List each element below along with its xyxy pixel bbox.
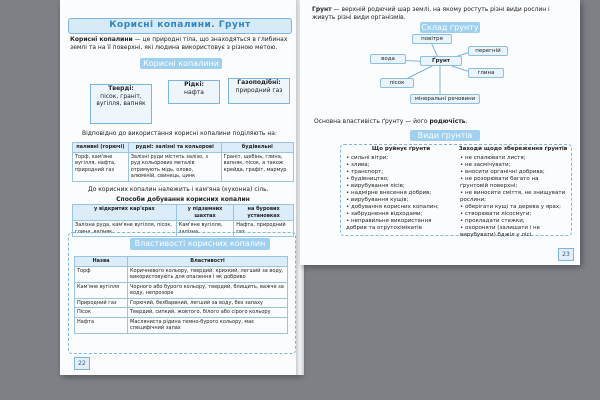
list-item: • надмірне внесення добрив;	[346, 190, 432, 196]
property-word: родючість	[429, 118, 466, 125]
mining-title: Способи добування корисних копалин	[116, 196, 250, 203]
type-box-gas	[228, 78, 290, 104]
list-item: • сильні вітри;	[346, 155, 389, 161]
type-box-liquid	[168, 80, 220, 104]
props-header: Назва	[75, 257, 128, 267]
section-ribbon-composition: Склад ґрунту	[421, 23, 479, 32]
protection-list	[460, 155, 568, 239]
mining-header: у відкритих кар'єрах	[73, 205, 177, 221]
mining-cell: Нафта, природний газ	[234, 221, 294, 237]
list-item: • злива;	[346, 162, 370, 168]
usage-table	[72, 142, 294, 182]
section-ribbon-types: Корисні копалини	[140, 58, 222, 69]
table-row	[75, 266, 288, 282]
props-header: Властивості	[128, 257, 288, 267]
definition-term: Грунт	[312, 6, 332, 13]
soil-property-line: Основна властивість ґрунту — його родючість.	[314, 118, 468, 125]
node-humus: перегній	[468, 46, 508, 56]
props-text: Коричневого кольору, твердий, крихкий, легший за воду, використовують для опалення і як добриво	[128, 266, 288, 282]
props-text: Твердий, сипкий, жовтого, білого або сірого кольору	[128, 308, 288, 318]
type-box-solid	[90, 84, 152, 124]
props-name: Пісок	[75, 308, 128, 318]
mineral-line: До корисних копалин належить і кам'яна (кухонна) сіль.	[88, 186, 269, 193]
list-item: • не спалювати листя;	[460, 155, 526, 161]
list-item: • оберігати кущі та дерева у ярах;	[460, 204, 562, 210]
type-title: Тверді:	[108, 85, 134, 92]
left-page	[60, 0, 300, 375]
section-ribbon-properties: Властивості корисних копалин	[130, 238, 270, 250]
mining-cell: Залізна руда, кам'яне вугілля, пісок, глина, вапняк	[73, 221, 177, 237]
list-item: • охороняти (залишати і не вирубувати) бджіл у лісі	[460, 225, 540, 238]
usage-cell: Залізні руди містять залізо, з руд кольорових металів отримують мідь, олово, алюміній, свинець, цинк	[128, 152, 221, 181]
col-right-title: Заходи щодо збереження ґрунтів	[458, 146, 568, 152]
props-text: Чорного або бурого кольору, твердий, блищить, важче за воду, непрозоре	[128, 282, 288, 298]
usage-line: Відповідно до використання корисні копалини поділяють на:	[82, 130, 277, 137]
usage-header: паливні (горючі)	[73, 143, 129, 153]
page-number: 23	[558, 248, 574, 261]
soil-center-node: Ґрунт	[420, 56, 462, 66]
mining-header: на бурових установках	[234, 205, 294, 221]
list-item: • вносити органічні добрива;	[460, 169, 545, 175]
col-left-title: Що руйнує ґрунти	[371, 146, 431, 152]
page-number: 22	[74, 357, 90, 370]
list-item: • вирубування лісів;	[346, 183, 405, 189]
list-item: • забруднення відходами;	[346, 211, 423, 217]
definition-text: — це природні тіла, що знаходяться в глибинах землі та на її поверхні, які людина використовує з різною метою.	[70, 36, 288, 51]
damage-list	[346, 155, 454, 232]
list-item: • будівництво;	[346, 176, 389, 182]
section-ribbon-kinds: Види ґрунтів	[410, 130, 480, 141]
node-clay: глина	[468, 68, 504, 78]
node-sand: пісок	[380, 78, 414, 88]
list-item: • вирубування кущів;	[346, 197, 409, 203]
list-item: • не засмічувати;	[460, 162, 511, 168]
usage-header: рудні: залізні та кольорові	[128, 143, 221, 153]
list-item: • добування корисних копалин;	[346, 204, 439, 210]
definition-term: Корисні копалини	[70, 36, 133, 43]
node-air: повітря	[412, 34, 452, 44]
list-item: • транспорт;	[346, 169, 384, 175]
page-title: Корисні копалини. Грунт	[109, 20, 251, 30]
type-title: Газоподібні:	[237, 79, 281, 86]
properties-table	[74, 256, 288, 334]
usage-header: будівельні	[221, 143, 293, 153]
right-page	[300, 0, 580, 265]
props-text: Масляниста рідина темно-бурого кольору, має специфічний запах	[128, 317, 288, 333]
list-item: • не розорювати багато на ґрунтовій поверхні;	[460, 176, 539, 189]
list-item: • прокладати стежки;	[460, 218, 525, 224]
props-name: Нафта	[75, 317, 128, 333]
table-row	[75, 282, 288, 298]
type-text: нафта	[184, 88, 204, 96]
type-text: пісок, граніт, вугілля, вапняк	[96, 92, 146, 107]
node-minerals: мінеральні речовини	[410, 94, 480, 104]
definition-text: — верхній родючий шар землі, на якому ростуть різні види рослин і живуть різні види організмів.	[312, 6, 550, 21]
mining-cell: Кам'яне вугілля, залізна	[176, 221, 233, 237]
type-text: природний газ	[235, 86, 283, 94]
table-row	[75, 308, 288, 318]
list-item: • неправильне використання добрив та отрутохімікатів	[346, 218, 432, 231]
mining-header: у підземних шахтах	[176, 205, 233, 221]
props-name: Кам'яне вугілля	[75, 282, 128, 298]
props-name: Природний газ	[75, 298, 128, 308]
props-text: Горючий, безбарвний, легший за воду, без запаху	[128, 298, 288, 308]
left-title-bar	[68, 18, 292, 34]
table-row	[75, 317, 288, 333]
table-row	[75, 298, 288, 308]
usage-cell: Торф, кам'яне вугілля, нафта, природний газ	[73, 152, 129, 181]
list-item: • створювати лісосмуги;	[460, 211, 532, 217]
type-title: Рідкі:	[184, 81, 204, 88]
property-prefix: Основна властивість ґрунту — його	[314, 118, 428, 125]
list-item: • не виносити сміття, не знищувати рослини;	[460, 190, 566, 203]
node-water: вода	[370, 54, 406, 64]
props-name: Торф	[75, 266, 128, 282]
minerals-definition	[70, 36, 290, 52]
usage-cell: Граніт, щебінь, глина, вапняк, пісок, а також крейда, графіт, мармур	[221, 152, 293, 181]
